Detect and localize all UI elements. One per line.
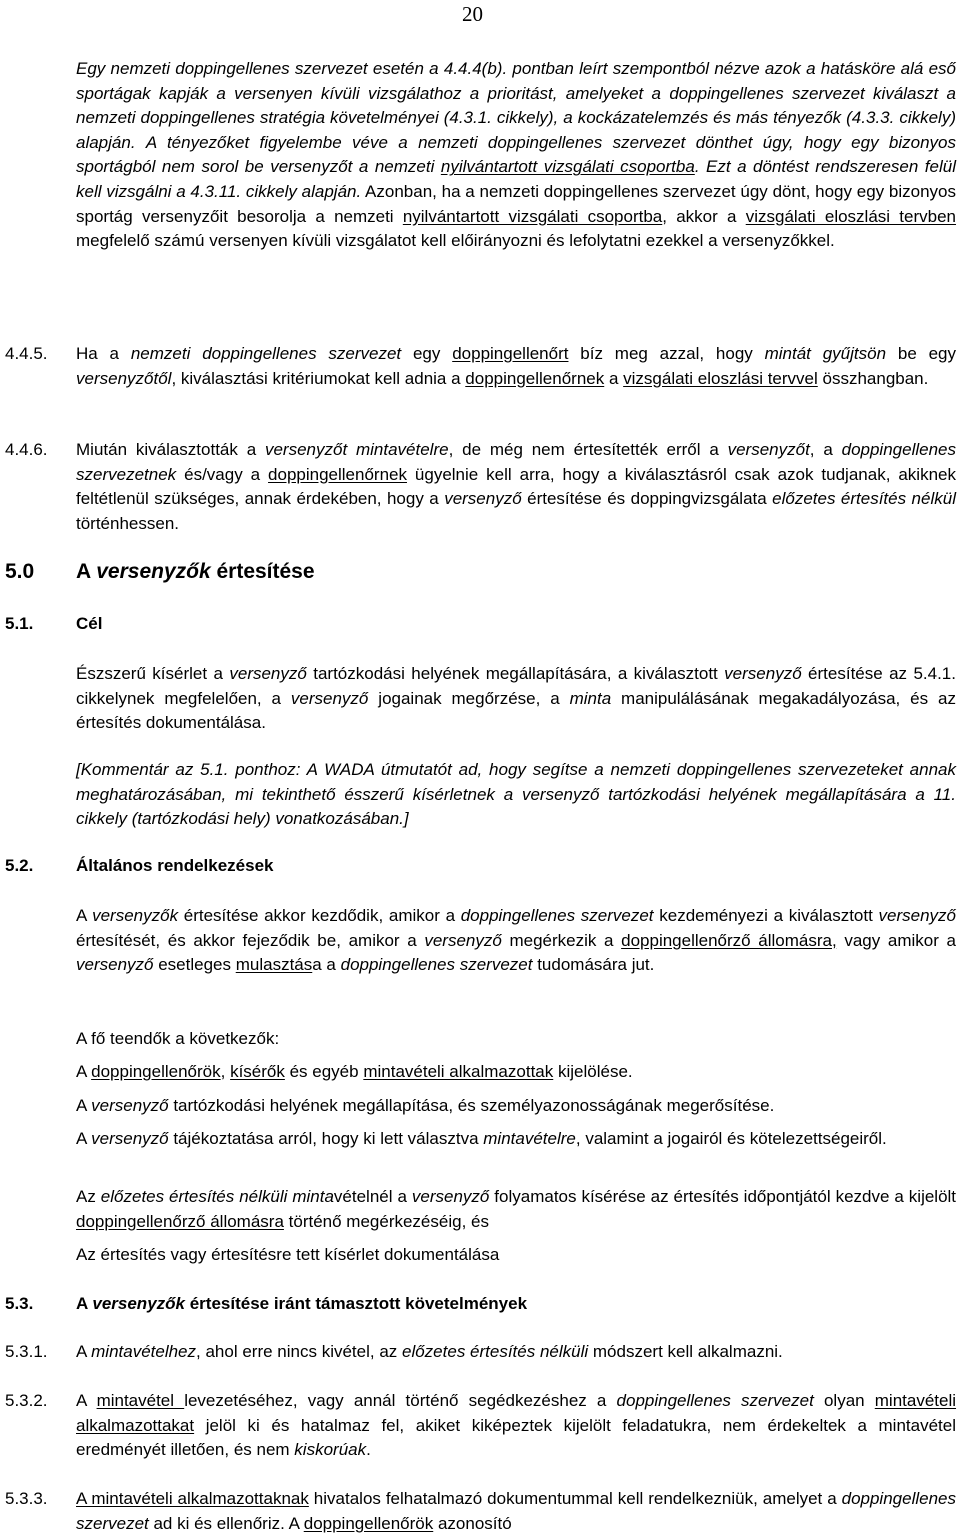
section-number-5-3: 5.3. — [5, 1294, 34, 1313]
intro-sentence-4: Azonban, ha a nemzeti doppingellenes szervezet úgy dönt, hogy egy bizonyos sportág versenyzőit besorolja a nemzeti nyilvántartott vizsgálati csoportba, akkor a vizsgálati eloszlási tervben megfelelő számú versenyen kívüli vizsgálatot kell előirányozni és lefolytatni ezekkel a versenyzőkkel. — [76, 181, 957, 251]
page-number: 20 — [462, 2, 483, 26]
intro-sentence-2: A tényezőket figyelembe véve a nemzeti doppingellenes szervezet dönthet úgy, hogy egy bizonyos sportágból nem sorol be versenyzőt a nemzeti nyilvántartott vizsgálati csoportba. — [76, 132, 956, 177]
section-number-5-3-2: 5.3.2. — [5, 1391, 48, 1410]
task-item-1: A doppingellenőrök, kísérők és egyéb mintavételi alkalmazottak kijelölése. — [76, 1062, 633, 1081]
heading-5-0: A versenyzők értesítése — [76, 560, 315, 583]
paragraph-4-4-5: Ha a nemzeti doppingellenes szervezet egy doppingellenőrt bíz meg azzal, hogy mintát gyűjtsön be egy versenyzőtől, kiválasztási kritériumokat kell adnia a doppingellenőrnek a vizsgálati eloszlási tervvel összhangban. — [76, 344, 957, 388]
section-number-4-4-6: 4.4.6. — [5, 440, 48, 459]
task-item-2: A versenyző tartózkodási helyének megállapítása, és személyazonosságának megerősítése. — [76, 1096, 775, 1115]
section-number-5-3-3: 5.3.3. — [5, 1489, 48, 1508]
section-number-5-2: 5.2. — [5, 856, 34, 875]
heading-5-3: A versenyzők értesítése iránt támasztott követelmények — [76, 1294, 528, 1313]
intro-paragraph — [76, 57, 956, 254]
paragraph-4-4-6: Miután kiválasztották a versenyzőt mintavételre, de még nem értesítették erről a versenyzőt, a doppingellenes szervezetnek és/vagy a doppingellenőrnek ügyelnie kell arra, hogy a kiválasztásról csak azok tudjanak, akiknek feltétlenül szükséges, annak érdekében, hogy a versenyző értesítése és doppingvizsgálata előzetes értesítés nélkül történhessen. — [76, 440, 956, 533]
intro-sentence-3: Ezt a döntést rendszeresen felül kell vizsgálni a 4.3.11. cikkely alapján. — [76, 157, 956, 201]
section-number-5-1: 5.1. — [5, 614, 34, 633]
paragraph-5-3-1: A mintavételhez, ahol erre nincs kivétel, az előzetes értesítés nélküli módszert kell alkalmazni. — [76, 1342, 783, 1361]
tasks-intro: A fő teendők a következők: — [76, 1029, 280, 1048]
intro-sentence-1: Egy nemzeti doppingellenes szervezet esetén a 4.4.4(b). pontban leírt szempontból nézve azok a hatásköre alá eső sportágak kapják a versenyen kívüli vizsgálathoz a prioritást, amelyeket a doppingellenes szervezet kiválaszt a nemzeti doppingellenes stratégia követelményei (4.3.1. cikkely), a kockázatelemzés és más tényezők (4.3.3. cikkely) alapján. — [76, 59, 956, 152]
commentary-5-1: [Kommentár az 5.1. ponthoz: A WADA útmutatót ad, hogy segítse a nemzeti doppingellenes szervezeteket annak meghatározásában, mi tekinthető ésszerű kísérletnek a versenyző tartózkodási helyének megállapítására a 11. cikkely (tartózkodási hely) vonatkozásában.] — [76, 760, 956, 829]
section-number-5-3-1: 5.3.1. — [5, 1342, 48, 1361]
paragraph-5-1: Észszerű kísérlet a versenyző tartózkodási helyének megállapítására, a kiválasztott versenyző értesítése az 5.4.1. cikkelynek megfelelően, a versenyző jogainak megőrzése, a minta manipulálásának megakadályozása, és az értesítés dokumentálása. — [76, 664, 956, 733]
section-number-5-0: 5.0 — [5, 560, 35, 583]
section-number-4-4-5: 4.4.5. — [5, 344, 48, 363]
paragraph-5-3-2: A mintavétel levezetéséhez, vagy annál történő segédkezéshez a doppingellenes szervezet olyan mintavételi alkalmazottakat jelöl ki és hatalmaz fel, akiket kiképeztek kijelölt feladatukra, nem érdekeltek a mintavétel eredményét illetően, és nem kiskorúak. — [76, 1391, 957, 1460]
task-item-3: A versenyző tájékoztatása arról, hogy ki lett választva mintavételre, valamint a jogairól és kötelezettségeiről. — [76, 1129, 887, 1148]
task-item-4: Az előzetes értesítés nélküli mintavételnél a versenyző folyamatos kísérése az értesítés időpontjától kezdve a kijelölt doppingellenőrző állomásra történő megérkezéséig, és — [76, 1187, 957, 1231]
heading-5-1: Cél — [76, 614, 103, 633]
task-item-5: Az értesítés vagy értesítésre tett kísérlet dokumentálása — [76, 1245, 500, 1264]
heading-5-2: Általános rendelkezések — [76, 856, 274, 875]
paragraph-5-2: A versenyzők értesítése akkor kezdődik, amikor a doppingellenes szervezet kezdeményezi a kiválasztott versenyző értesítését, és akkor fejeződik be, amikor a versenyző megérkezik a doppingellenőrző állomásra, vagy amikor a versenyző esetleges mulasztása a doppingellenes szervezet tudomására jut. — [76, 906, 956, 975]
paragraph-5-3-3: A mintavételi alkalmazottaknak hivatalos felhatalmazó dokumentummal kell rendelkezniük, amelyet a doppingellenes szervezet ad ki és ellenőriz. A doppingellenőrök azonosító — [76, 1489, 956, 1533]
